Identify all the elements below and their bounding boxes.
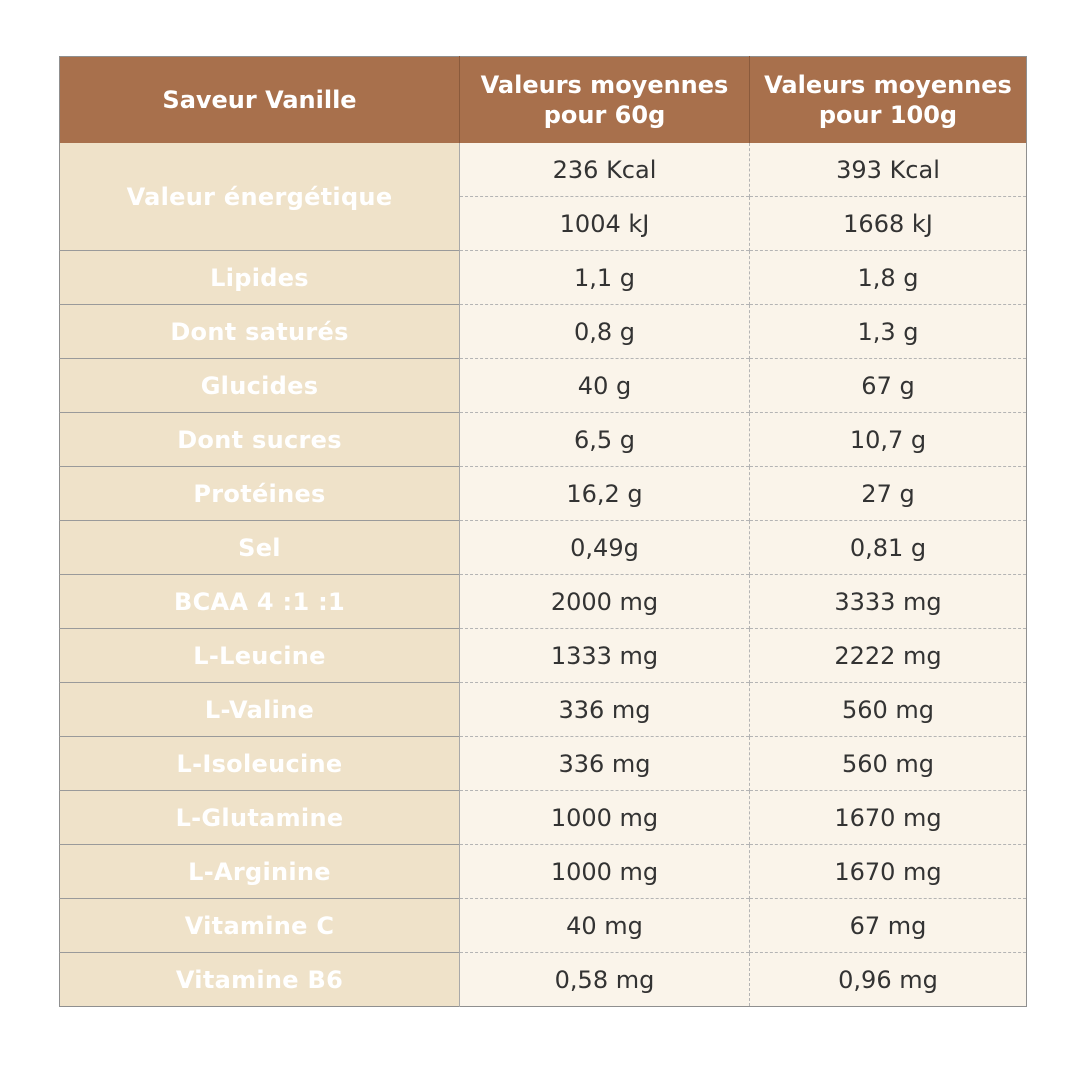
nutrition-table-body xyxy=(60,57,1027,1007)
energy-kcal-60g: 236 Kcal xyxy=(460,143,750,197)
row-label: L-Glutamine xyxy=(60,791,460,845)
table-row xyxy=(60,413,1027,467)
value-60g: 336 mg xyxy=(460,737,750,791)
value-60g: 0,58 mg xyxy=(460,953,750,1007)
value-100g: 1,3 g xyxy=(750,305,1027,359)
table-row-energy-kcal xyxy=(60,143,1027,197)
table-row xyxy=(60,845,1027,899)
table-row xyxy=(60,305,1027,359)
value-100g: 0,96 mg xyxy=(750,953,1027,1007)
value-100g: 67 mg xyxy=(750,899,1027,953)
table-row xyxy=(60,953,1027,1007)
value-100g: 27 g xyxy=(750,467,1027,521)
table-row xyxy=(60,467,1027,521)
value-60g: 1000 mg xyxy=(460,845,750,899)
energy-kcal-100g: 393 Kcal xyxy=(750,143,1027,197)
value-100g: 3333 mg xyxy=(750,575,1027,629)
value-100g: 1670 mg xyxy=(750,845,1027,899)
row-label: Protéines xyxy=(60,467,460,521)
header-flavor: Saveur Vanille xyxy=(60,57,460,144)
table-header-row xyxy=(60,57,1027,144)
row-label: Vitamine C xyxy=(60,899,460,953)
value-60g: 0,8 g xyxy=(460,305,750,359)
value-60g: 40 mg xyxy=(460,899,750,953)
value-60g: 0,49g xyxy=(460,521,750,575)
value-60g: 40 g xyxy=(460,359,750,413)
row-label-energy: Valeur énergétique xyxy=(60,143,460,251)
row-label: Sel xyxy=(60,521,460,575)
row-label: L-Arginine xyxy=(60,845,460,899)
value-100g: 560 mg xyxy=(750,737,1027,791)
value-100g: 560 mg xyxy=(750,683,1027,737)
row-label: L-Valine xyxy=(60,683,460,737)
table-row xyxy=(60,575,1027,629)
value-100g: 10,7 g xyxy=(750,413,1027,467)
table-row xyxy=(60,521,1027,575)
value-100g: 1,8 g xyxy=(750,251,1027,305)
energy-kj-100g: 1668 kJ xyxy=(750,197,1027,251)
table-row xyxy=(60,359,1027,413)
value-100g: 1670 mg xyxy=(750,791,1027,845)
table-row xyxy=(60,251,1027,305)
row-label: Vitamine B6 xyxy=(60,953,460,1007)
value-100g: 2222 mg xyxy=(750,629,1027,683)
table-row xyxy=(60,683,1027,737)
value-100g: 67 g xyxy=(750,359,1027,413)
table-row xyxy=(60,737,1027,791)
value-60g: 6,5 g xyxy=(460,413,750,467)
row-label: L-Isoleucine xyxy=(60,737,460,791)
row-label: Dont saturés xyxy=(60,305,460,359)
value-60g: 16,2 g xyxy=(460,467,750,521)
row-label: Dont sucres xyxy=(60,413,460,467)
value-60g: 2000 mg xyxy=(460,575,750,629)
table-row xyxy=(60,899,1027,953)
value-60g: 1000 mg xyxy=(460,791,750,845)
value-100g: 0,81 g xyxy=(750,521,1027,575)
nutrition-table xyxy=(59,56,1027,1007)
table-row xyxy=(60,629,1027,683)
table-row xyxy=(60,791,1027,845)
value-60g: 336 mg xyxy=(460,683,750,737)
row-label: Lipides xyxy=(60,251,460,305)
row-label: L-Leucine xyxy=(60,629,460,683)
row-label: BCAA 4 :1 :1 xyxy=(60,575,460,629)
row-label: Glucides xyxy=(60,359,460,413)
energy-kj-60g: 1004 kJ xyxy=(460,197,750,251)
value-60g: 1333 mg xyxy=(460,629,750,683)
value-60g: 1,1 g xyxy=(460,251,750,305)
header-per-100g: Valeurs moyennes pour 100g xyxy=(750,57,1027,144)
header-per-60g: Valeurs moyennes pour 60g xyxy=(460,57,750,144)
